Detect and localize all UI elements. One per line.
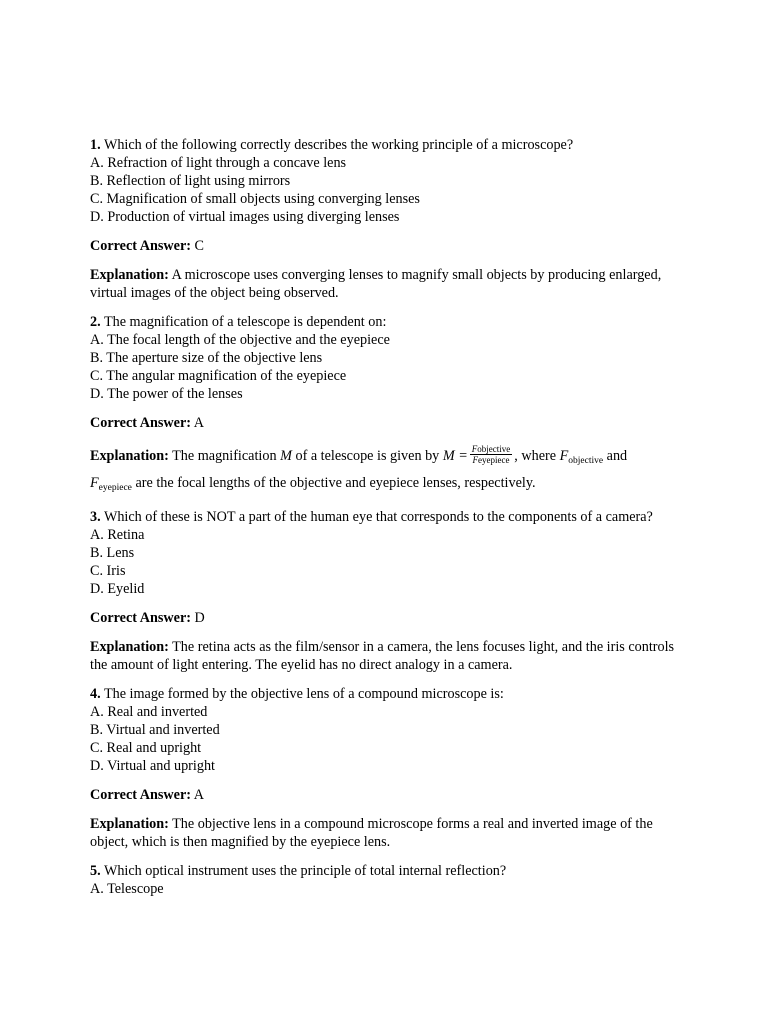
option: B. Reflection of light using mirrors bbox=[90, 173, 291, 189]
option: C. Real and upright bbox=[90, 740, 202, 756]
question-5 bbox=[90, 862, 690, 898]
option: A. Refraction of light through a concave lens bbox=[90, 155, 347, 171]
question-text: 2. The magnification of a telescope is dependent on: bbox=[90, 314, 387, 330]
option: D. Production of virtual images using diverging lenses bbox=[90, 209, 400, 225]
option: B. Virtual and inverted bbox=[90, 722, 220, 738]
option: C. Magnification of small objects using converging lenses bbox=[90, 191, 420, 207]
option: B. The aperture size of the objective lens bbox=[90, 350, 323, 366]
explanation: Explanation: The objective lens in a compound microscope forms a real and inverted image of the object, which is then magnified by the eyepiece lens. bbox=[90, 816, 653, 850]
correct-answer: Correct Answer: C bbox=[90, 238, 204, 254]
document-page bbox=[90, 136, 690, 898]
option: C. The angular magnification of the eyepiece bbox=[90, 368, 347, 384]
question-2 bbox=[90, 313, 690, 497]
magnification-fraction: $\frac{\text{Fobjective}}{\text{Feyepiece}}$ bbox=[471, 444, 511, 466]
equation-lhs: M = bbox=[442, 448, 468, 464]
question-text: 1. Which of the following correctly describes the working principle of a microscope? bbox=[90, 137, 574, 153]
question-text: 5. Which optical instrument uses the principle of total internal reflection? bbox=[90, 863, 507, 879]
option: A. Retina bbox=[90, 527, 145, 543]
correct-answer: Correct Answer: A bbox=[90, 787, 204, 803]
option: B. Lens bbox=[90, 545, 135, 561]
option: C. Iris bbox=[90, 563, 126, 579]
option: D. The power of the lenses bbox=[90, 386, 243, 402]
option: D. Eyelid bbox=[90, 581, 145, 597]
question-4 bbox=[90, 685, 690, 851]
explanation: Explanation: A microscope uses converging lenses to magnify small objects by producing enlarged, virtual images of the object being observed. bbox=[90, 267, 662, 301]
correct-answer: Correct Answer: D bbox=[90, 610, 205, 626]
correct-answer: Correct Answer: A bbox=[90, 415, 204, 431]
option: D. Virtual and upright bbox=[90, 758, 215, 774]
question-number: 3. bbox=[90, 509, 101, 525]
question-number: 1. bbox=[90, 137, 101, 153]
option: A. Telescope bbox=[90, 881, 164, 897]
explanation-continued: $F_{eyepiece}$ are the focal lengths of the objective and eyepiece lenses, respectively. bbox=[90, 475, 536, 493]
question-text: 4. The image formed by the objective lens of a compound microscope is: bbox=[90, 686, 504, 702]
question-1 bbox=[90, 136, 690, 302]
question-3 bbox=[90, 508, 690, 674]
option: A. Real and inverted bbox=[90, 704, 208, 720]
option: A. The focal length of the objective and the eyepiece bbox=[90, 332, 390, 348]
question-number: 5. bbox=[90, 863, 101, 879]
question-number: 2. bbox=[90, 314, 101, 330]
question-number: 4. bbox=[90, 686, 101, 702]
question-text: 3. Which of these is NOT a part of the human eye that corresponds to the components of a camera? bbox=[90, 509, 653, 525]
explanation: Explanation: The magnification M of a telescope is given by M = $\frac{\text{Fobjective}}{\text{Feyepiece}}$ , where $F_{objective}$ and bbox=[90, 444, 628, 466]
explanation: Explanation: The retina acts as the film/sensor in a camera, the lens focuses light, and the iris controls the amount of light entering. The eyelid has no direct analogy in a camera. bbox=[90, 639, 675, 673]
